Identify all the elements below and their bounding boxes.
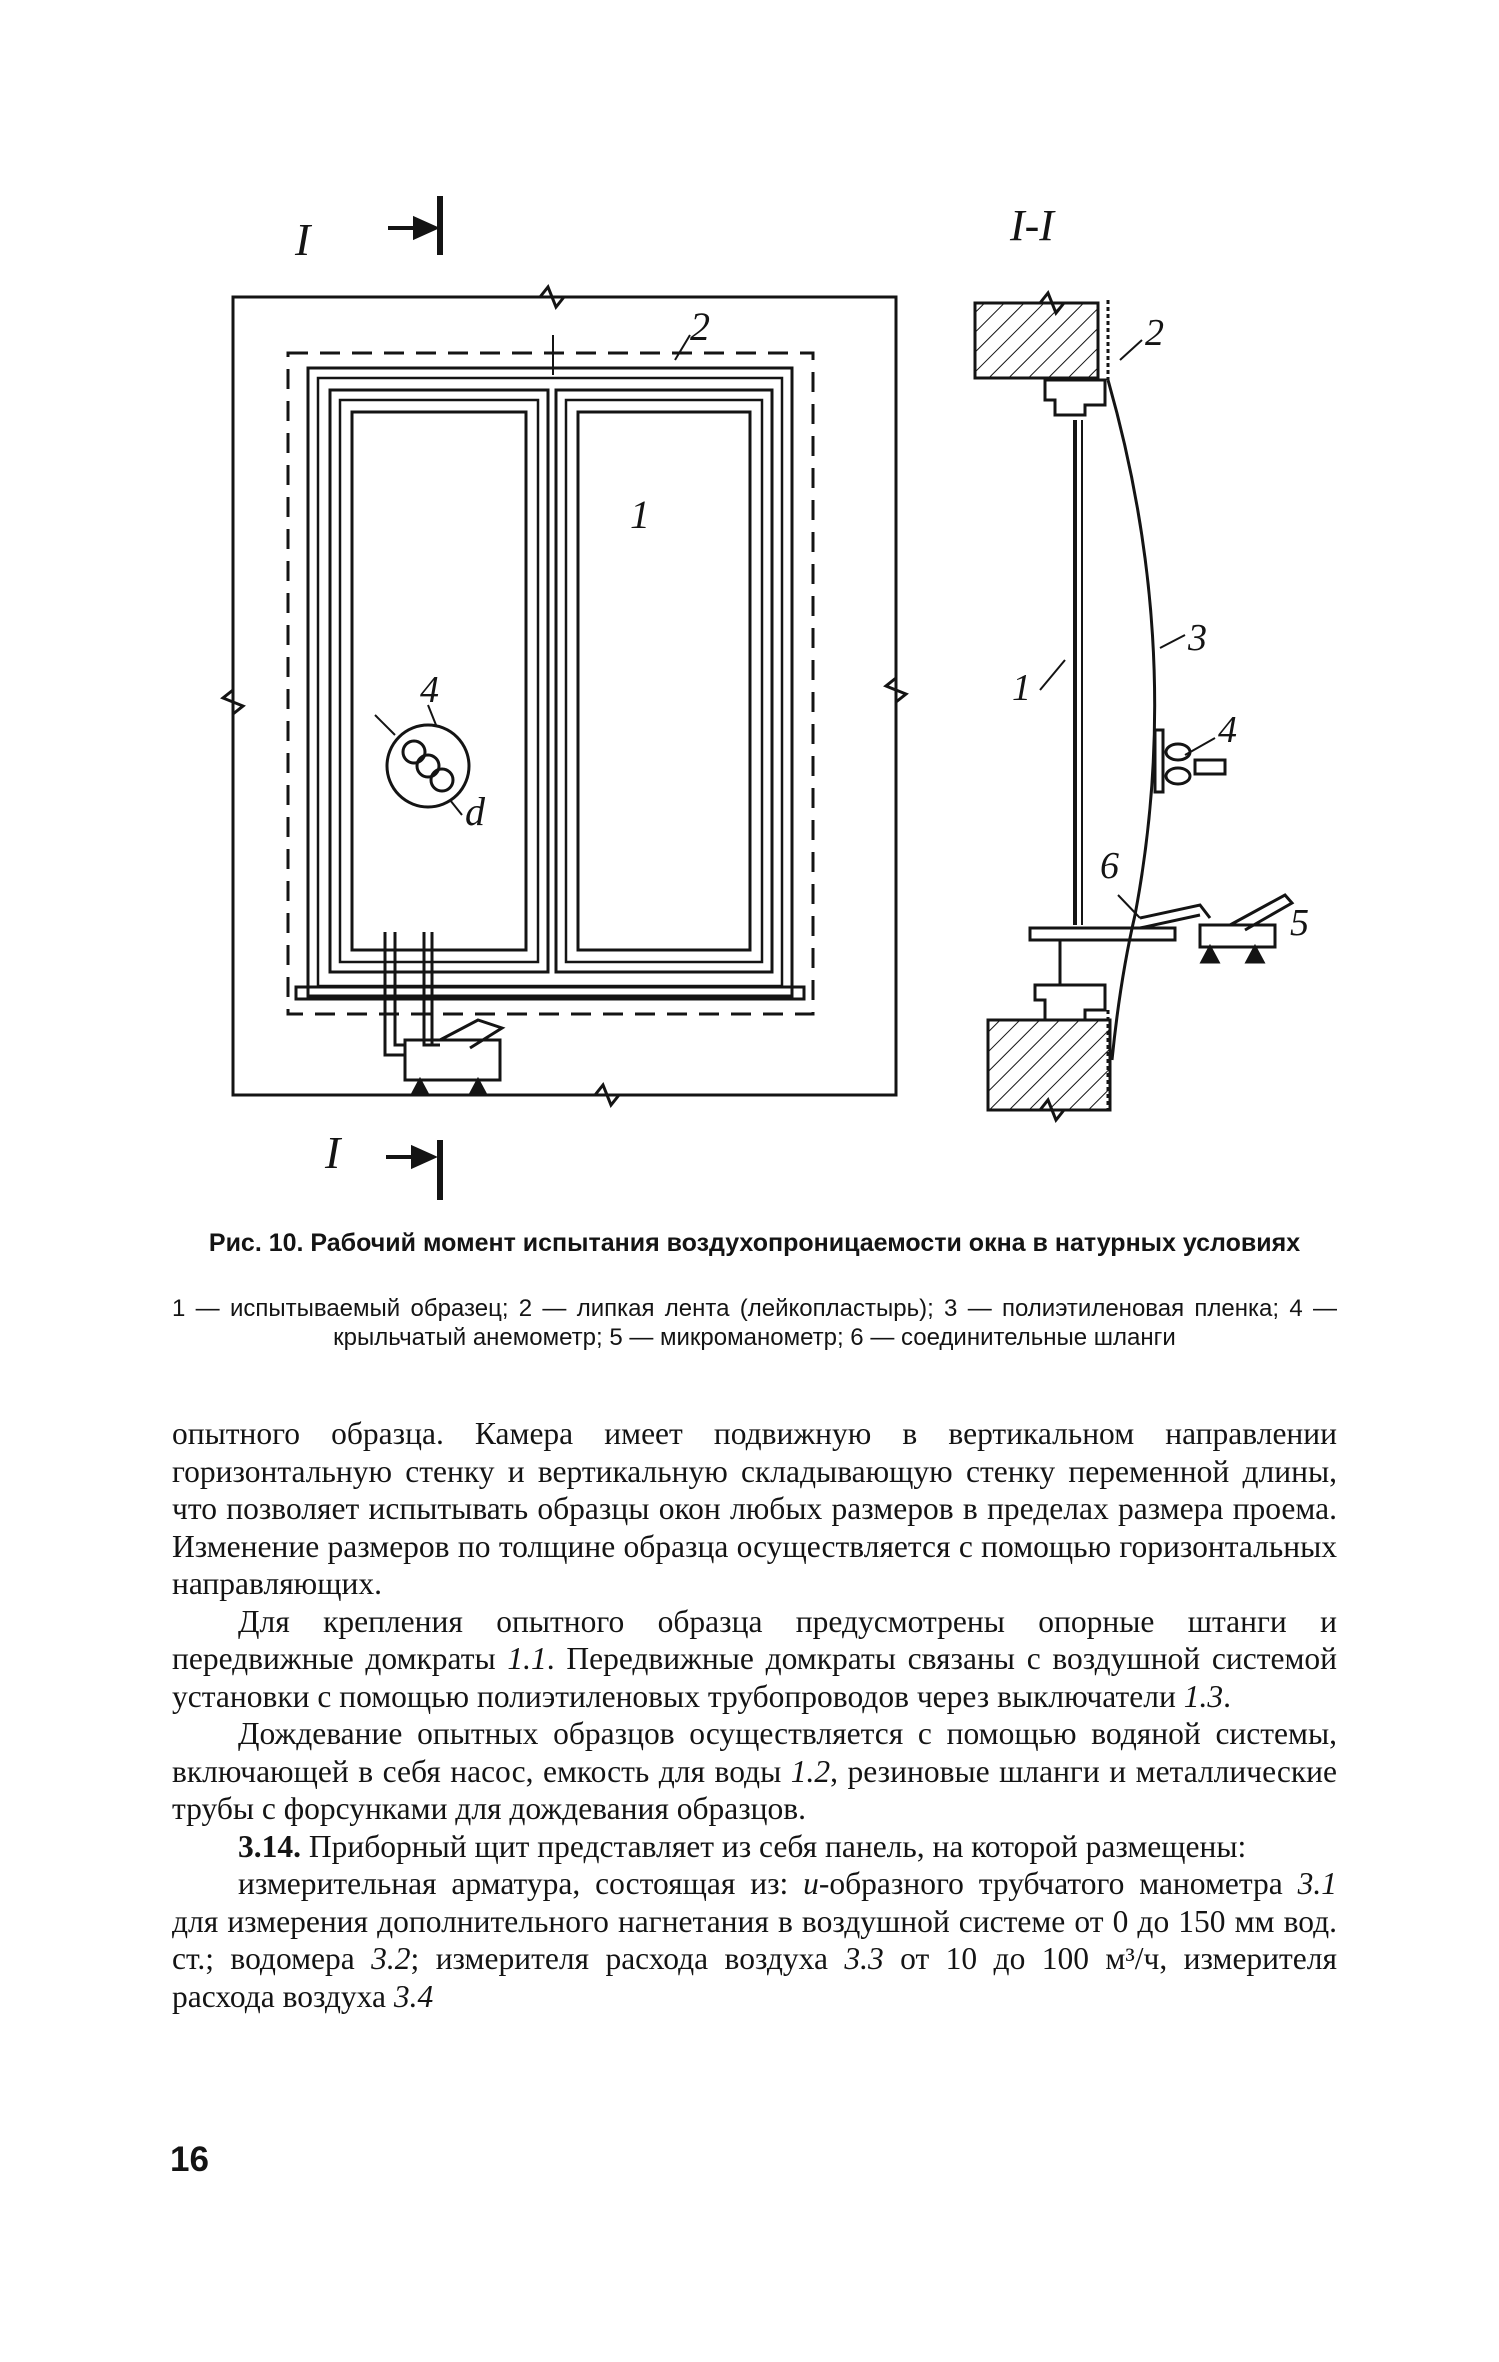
paragraph-2-text-a: Для крепления опытного образца предусмотрены опорные штанги и передвижные домкраты: [172, 1603, 1337, 1676]
polyethylene-film: [1108, 380, 1155, 1060]
paragraph-3-text-a: Дождевание опытных образцов осуществляется с помощью водяной системы, включающей в себя насос, емкость для воды: [172, 1716, 1337, 1789]
paragraph-5: [172, 1865, 1337, 2015]
adhesive-tape-outline: [288, 353, 813, 1014]
micromanometer-side: [1200, 895, 1292, 962]
page-number: 16: [170, 2140, 209, 2179]
label-side-anemometer: 4: [1218, 709, 1237, 751]
label-side-micromanometer: 5: [1290, 902, 1309, 944]
section-number: 3.14.: [238, 1828, 301, 1864]
label-side-tape: 2: [1145, 312, 1164, 354]
paragraph-5-text-c: для измерения дополнительного нагнетания в воздушной системе от 0 до 150 мм вод. ст.; водомера: [172, 1903, 1337, 1976]
section-mark-bottom: I: [325, 1127, 341, 1178]
paragraph-4: [172, 1828, 1337, 1866]
label-tape: 2: [690, 304, 710, 349]
paragraph-5-text-d: ; измерителя расхода воздуха: [410, 1941, 845, 1976]
figure-caption-legend: 1 — испытываемый образец; 2 — липкая лента (лейкопластырь); 3 — полиэтиленовая пленка; 4 — крыльчатый анемометр; 5 — микроманометр; 6 — соединительные шланги: [172, 1295, 1337, 1351]
window-frame-inner: [318, 378, 782, 986]
label-side-hoses: 6: [1100, 845, 1119, 887]
ref-air-meter-2: 3.4: [393, 1978, 434, 2014]
label-sample: 1: [630, 492, 650, 537]
paragraph-2-text-b: . Передвижные домкраты связаны с воздушной системой установки с помощью полиэтиленовых трубопроводов через выключатели: [172, 1641, 1337, 1714]
ref-switches: 1.3: [1183, 1678, 1224, 1714]
section-mark-top: I: [295, 214, 311, 265]
label-side-sample: 1: [1012, 667, 1031, 709]
u-letter: u: [803, 1866, 819, 1901]
micromanometer-front: [405, 1020, 502, 1095]
figure-caption-title: Рис. 10. Рабочий момент испытания воздухопроницаемости окна в натурных условиях: [208, 1229, 1301, 1257]
paragraph-3: [172, 1715, 1337, 1828]
paragraph-5-text-a: измерительная арматура, состоящая из:: [238, 1866, 804, 1901]
frame-profile-top: [1045, 380, 1105, 415]
section-view: [975, 201, 1309, 1120]
front-view: [223, 196, 906, 1200]
section-arrow-top: [388, 196, 440, 255]
ref-water-meter: 3.2: [371, 1941, 411, 1976]
left-sash: [330, 390, 548, 972]
section-view-title: I-I: [1010, 201, 1054, 250]
label-anemometer: 4: [420, 669, 439, 711]
ref-air-meter-1: 3.3: [844, 1941, 884, 1976]
label-diameter: d: [465, 789, 485, 834]
paragraph-5-text-e: от 10 до 100 м³/ч, измерителя расхода воздуха: [172, 1941, 1337, 2014]
sill-profile: [1030, 928, 1175, 940]
paragraph-3-text-b: , резиновые шланги и металлические трубы с форсунками для дождевания образцов.: [172, 1753, 1337, 1826]
right-sash: [556, 390, 772, 972]
ref-jacks: 1.1: [507, 1641, 547, 1676]
paragraph-4-text: Приборный щит представляет из себя панель, на которой размещены:: [301, 1828, 1247, 1864]
wall-outline: [233, 297, 896, 1095]
ref-water-tank: 1.2: [790, 1753, 831, 1789]
paragraph-2: [172, 1603, 1337, 1716]
paragraph-5-text-b: -образного трубчатого манометра: [818, 1866, 1298, 1901]
window-frame-outer: [308, 368, 792, 996]
paragraph-1: опытного образца. Камера имеет подвижную в вертикальном направлении горизонтальную стенку и вертикальную складывающую стенку переменной длины, что позволяет испытывать образцы окон любых размеров в пределах размера проема. Изменение размеров по толщине образца осуществляется с помощью горизонтальных направляющих.: [172, 1416, 1337, 1601]
leader-tape: [675, 335, 690, 360]
body-text: [172, 1415, 1337, 2015]
wall-upper: [975, 303, 1098, 378]
wall-lower: [988, 1020, 1110, 1110]
ref-manometer: 3.1: [1297, 1866, 1337, 1901]
frame-profile-bottom: [1035, 985, 1105, 1020]
label-side-film: 3: [1188, 617, 1207, 659]
paragraph-2-text-c: .: [1223, 1678, 1231, 1714]
section-arrow-bottom: [386, 1140, 440, 1200]
anemometer-front: [375, 705, 469, 815]
